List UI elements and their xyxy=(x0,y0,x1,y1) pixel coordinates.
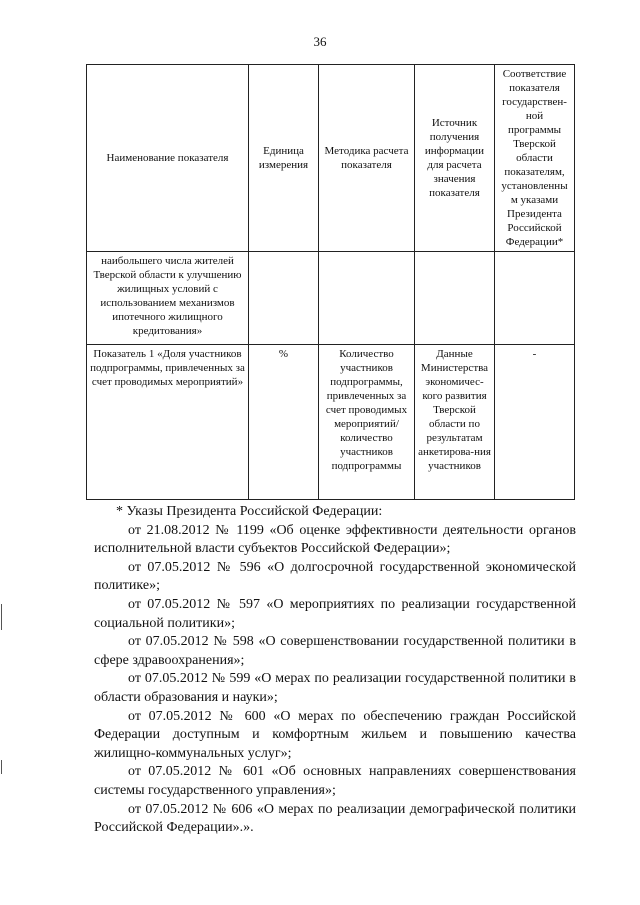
header-indicator-name: Наименование показателя xyxy=(87,65,249,252)
decree-item: от 07.05.2012 № 599 «О мерах по реализации государственной политики в области образования и науки»; xyxy=(94,671,576,705)
cell-method xyxy=(319,252,415,345)
page-number: 36 xyxy=(313,34,327,49)
decree-item: от 21.08.2012 № 1199 «Об оценке эффективности деятельности органов исполнительной власти субъектов Российской Федерации»; xyxy=(94,522,576,557)
scan-edge-mark xyxy=(1,604,2,630)
table-header-row xyxy=(87,65,575,252)
table-row xyxy=(87,345,575,500)
decree-item: от 07.05.2012 № 601 «Об основных направлениях совершенствования системы государственного управления»; xyxy=(94,764,576,798)
cell-source xyxy=(415,252,495,345)
decrees-footnote xyxy=(94,503,576,838)
indicators-table xyxy=(86,64,575,500)
cell-compliance xyxy=(495,252,575,345)
header-source: Источник получения информации для расчета значения показателя xyxy=(415,65,495,252)
decree-item: от 07.05.2012 № 598 «О совершенствовании государственной политики в сфере здравоохранения»; xyxy=(94,634,576,668)
decree-item: от 07.05.2012 № 600 «О мерах по обеспечению граждан Российской Федерации доступным и комфортным жильем и повышению качества жилищно-коммунальных услуг»; xyxy=(94,708,576,761)
cell-method: Количество участников подпрограммы, привлеченных за счет проводимых мероприятий/ количество участников подпрограммы xyxy=(319,345,415,500)
decree-item: от 07.05.2012 № 597 «О мероприятиях по реализации государственной социальной политики»; xyxy=(94,596,576,631)
cell-indicator-name: Показатель 1 «Доля участников подпрограммы, привлеченных за счет проводимых мероприятий» xyxy=(87,345,249,500)
decree-item: от 07.05.2012 № 596 «О долгосрочной государственной экономической политике»; xyxy=(94,559,576,594)
cell-unit: % xyxy=(249,345,319,500)
footnote-heading: * Указы Президента Российской Федерации: xyxy=(116,504,383,519)
cell-indicator-name: наибольшего числа жителей Тверской области к улучшению жилищных условий с использованием механизмов ипотечного жилищного кредитования» xyxy=(87,252,249,345)
decree-item: от 07.05.2012 № 606 «О мерах по реализации демографической политики Российской Федерации».». xyxy=(94,801,576,836)
cell-unit xyxy=(249,252,319,345)
cell-compliance: - xyxy=(495,345,575,500)
scan-edge-mark xyxy=(1,760,2,774)
header-method: Методика расчета показателя xyxy=(319,65,415,252)
table-row xyxy=(87,252,575,345)
cell-source: Данные Министерства экономичес-кого развития Тверской области по результатам анкетирова-ния участников xyxy=(415,345,495,500)
header-compliance: Соответствие показателя государствен-ной программы Тверской области показателям, установленным указами Президента Российской Федерации* xyxy=(495,65,575,252)
header-unit: Единица измерения xyxy=(249,65,319,252)
